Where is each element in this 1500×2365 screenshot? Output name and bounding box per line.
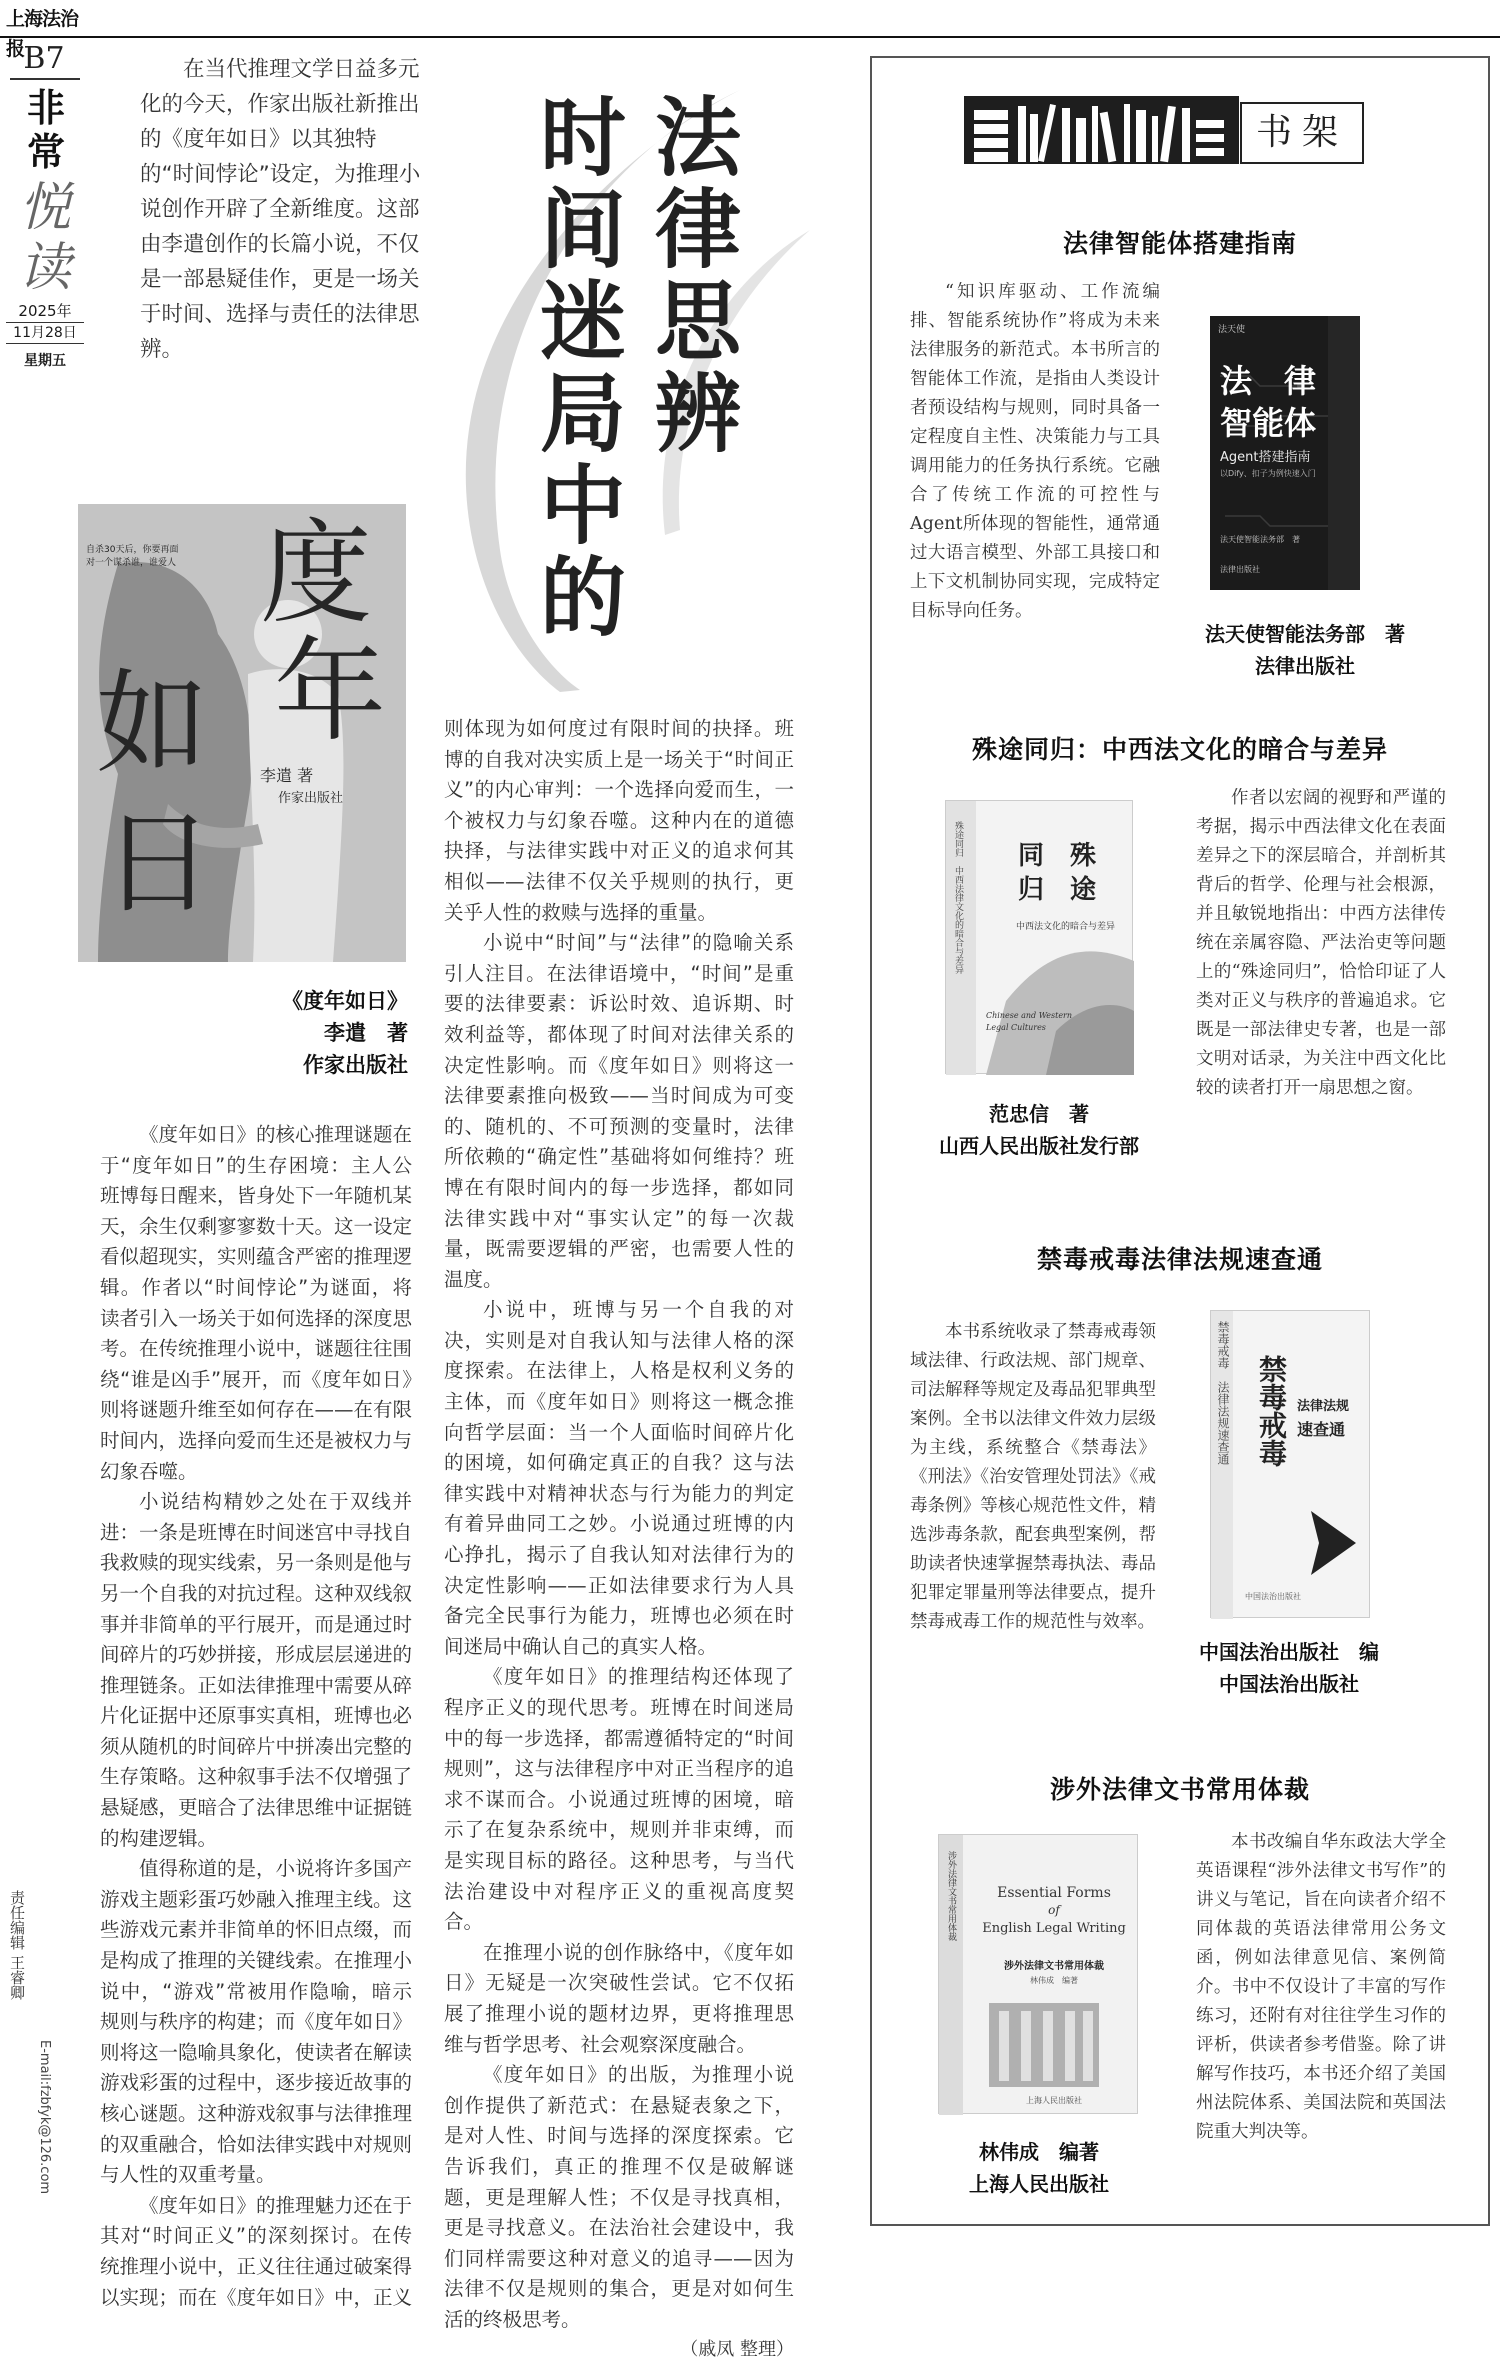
cover-4-publisher: 上海人民出版社 [1026, 2096, 1082, 2105]
cover-2-title-2: 归 途 [1018, 875, 1097, 905]
book-4-title: 涉外法律文书常用体裁 [1049, 1775, 1310, 1804]
cover-title-char-2: 年 [274, 627, 386, 757]
cover-publisher-mark: 作家出版社 [278, 791, 344, 806]
article-paragraph: 小说中，班博与另一个自我的对决，实则是对自我认知与法律人格的深度探索。在法律上，人格是权利义务的主体，而《度年如日》则将这一概念推向哲学层面：当一个人面临时间碎片化的困境，如何确定真正的自我？这与法律实践中对精神状态与行为能力的判定有着异曲同工之妙。小说通过班博的内心挣扎，揭示了自我认知对法律行为的决定性影响——正如法律要求行为人具备完全民事行为能力，班博也必须在时间迷局中确认自己的真实人格。 [444, 1298, 794, 1658]
page-number-rule [10, 78, 80, 80]
page-number: B7 [23, 41, 65, 76]
article-paragraph: 小说中“时间”与“法律”的隐喻关系引人注目。在法律语境中，“时间”是重要的法律要素：诉讼时效、追诉期、时效利益等，都体现了时间对法律关系的决定性影响。而《度年如日》则将这一法律要素推向极致——当时间成为可变的、随机的、不可预测的变量时，法律所依赖的“确定性”基础将如何维持？班博在有限时间内的每一步选择，都如同法律实践中对“事实认定”的每一次裁量，既需要逻辑的严密，也需要人性的温度。 [444, 931, 794, 1291]
top-rule [0, 36, 1500, 38]
decorative-swoosh [410, 80, 840, 700]
book-2-caption [914, 1098, 1164, 1162]
bookshelf-label: 书架 [1240, 102, 1364, 164]
cover-3-subtitle-2: 速查通 [1297, 1420, 1346, 1439]
book-4-caption [914, 2136, 1164, 2200]
cover-4-en-line-3: English Legal Writing [982, 1921, 1126, 1936]
cover-2-en-line-1: Chinese and Western [986, 1011, 1073, 1020]
column-name-1: 非常 [26, 86, 65, 174]
cover-3-publisher: 中国法治出版社 [1245, 1592, 1301, 1601]
book-3-publisher: 中国法治出版社 [1219, 1672, 1359, 1696]
headline-line-1: 法律思辨 [640, 92, 740, 460]
article-paragraph: 小说结构精妙之处在于双线并进：一条是班博在时间迷宫中寻找自我救赎的现实线索，另一条则是他与另一个自我的对抗过程。这种双线叙事并非简单的平行展开，而是通过时间碎片的巧妙拼接，形成层层递进的推理链条。正如法律推理中需要从碎片化证据中还原事实真相，班博也必须从随机的时间碎片中拼凑出完整的生存策略。这种叙事手法不仅增强了悬疑感，更暗合了法律思维中证据链的构建逻辑。 [100, 1490, 413, 1850]
cover-3-subtitle-1: 法律法规 [1297, 1399, 1350, 1414]
editor-credit: 责任编辑 王睿卿 [8, 1890, 26, 2000]
cover-4-cn-title: 涉外法律文书常用体裁 [1004, 1961, 1104, 1972]
book-4-publisher: 上海人民出版社 [969, 2172, 1109, 2196]
article-paragraph: 值得称道的是，小说将许多国产游戏主题彩蛋巧妙融入推理主线。这些游戏元素并非简单的怀旧点缀，而是构成了推理的关键线索。在推理小说中，“游戏”常被用作隐喻，暗示规则与秩序的构建；而《度年如日》则将这一隐喻具象化，使读者在解读游戏彩蛋的过程中，逐步接近故事的核心谜题。这种游戏叙事与法律推理的双重融合，恰如法律实践中对规则与人性的双重考量。 [100, 1857, 413, 2187]
cover-1-subtitle: Agent搭建指南 [1220, 450, 1311, 465]
cover-4-en-line-1: Essential Forms [997, 1885, 1111, 1901]
editor-email: E-mail:fzbfyk@126.com [37, 2040, 52, 2195]
book-1-publisher: 法律出版社 [1255, 654, 1355, 678]
book-4-description: 本书改编自华东政法大学全英语课程“涉外法律文书写作”的讲义与笔记，旨在向读者介绍不同体裁的英语法律常用公务文函，例如法律意见信、案例简介。书中不仅设计了丰富的写作练习，还附有对往往学生习作的评析，供读者参考借鉴。除了讲解写作技巧，本书还介绍了美国州法院体系、美国法院和英国法院重大判决等。 [1196, 1832, 1446, 2142]
book-2-title: 殊途同归：中西法文化的暗合与差异 [971, 735, 1388, 764]
cover-3-spine: 禁毒戒毒 法律法规速查通 [1216, 1321, 1230, 1465]
article-paragraph: 则体现为如何度过有限时间的抉择。班博的自我对决实质上是一场关于“时间正义”的内心审判：一个选择向爱而生，一个被权力与幻象吞噬。这种内在的道德抉择，与法律实践中对正义的追求何其相似——法律不仅关乎规则的执行，更关乎人性的救赎与选择的重量。 [444, 717, 794, 924]
cover-2-subtitle: 中西法文化的暗合与差异 [1016, 922, 1116, 932]
article-paragraph: 《度年如日》的推理魅力还在于其对“时间正义”的深刻探讨。在传统推理小说中，正义往往通过破案得以实现；而在《度年如日》中，正义 [100, 2193, 413, 2309]
book-1-cover [1210, 316, 1360, 590]
book-1-title: 法律智能体搭建指南 [1062, 229, 1297, 258]
cover-title-char-4: 日 [102, 799, 214, 929]
column-name-2: 悦读 [18, 178, 71, 298]
cover-1-top: 法天使 [1218, 325, 1246, 335]
book-1-author: 法天使智能法务部 著 [1205, 622, 1405, 646]
cover-title-char-1: 度 [260, 509, 372, 639]
masthead-logo: 上海法治报 [6, 8, 79, 60]
cover-1-author: 法天使智能法务部 著 [1220, 535, 1300, 544]
headline-line-2: 时间迷局中的 [525, 92, 625, 644]
cover-3-title: 禁毒戒毒 [1255, 1355, 1288, 1467]
cover-1-publisher: 法律出版社 [1220, 565, 1260, 574]
article-credit: （戚凤 整理） [680, 2339, 794, 2361]
article-intro: 在当代推理文学日益多元化的今天，作家出版社新推出的《度年如日》以其独特的“时间悖论”设定，为推理小说创作开辟了全新维度。这部由李遣创作的长篇小说，不仅是一部悬疑佳作，更是一场关于时间、选择与责任的法律思辨。 [140, 57, 421, 362]
main-book-caption [200, 985, 408, 1081]
cover-title-char-3: 如 [96, 659, 208, 789]
article-column-middle [444, 714, 794, 2365]
cover-4-en-line-2: of [1048, 1903, 1060, 1917]
cover-3-arrow-mark [1211, 1311, 1371, 1619]
book-3-title: 禁毒戒毒法律法规速查通 [1036, 1245, 1323, 1274]
book-2-description: 作者以宏阔的视野和严谨的考据，揭示中西法律文化在表面差异之下的深层暗合，并剖析其背后的哲学、伦理与社会根源，并且敏锐地指出：中西方法律传统在亲属容隐、严法治吏等问题上的“殊途同归”，恰恰印证了人类对正义与秩序的普遍追求。它既是一部法律史专著，也是一部文明对话录，为关注中西文化比较的读者打开一扇思想之窗。 [1196, 788, 1446, 1098]
date-weekday: 星期五 [24, 353, 66, 369]
book-2-publisher: 山西人民出版社发行部 [939, 1134, 1139, 1158]
caption-title: 《度年如日》 [282, 989, 408, 1013]
date-year: 2025年 [18, 302, 72, 320]
book-3-caption [1164, 1636, 1414, 1700]
article-column-left [100, 1120, 412, 2313]
book-1-description: “知识库驱动、工作流编排、智能系统协作”将成为未来法律服务的新范式。本书所言的智能体工作流，是指由人类设计者预设结构与规则，同时具备一定程度自主性、决策能力与工具调用能力的任务执行系统。它融合了传统工作流的可控性与Agent所体现的智能性，通常通过大语言模型、外部工具接口和上下文机制协同实现，完成特定目标导向任务。 [910, 282, 1160, 621]
cover-4-author: 林伟成 编著 [1030, 1976, 1078, 1985]
article-paragraph: 《度年如日》的出版，为推理小说创作提供了新范式：在悬疑表象之下，是对人性、时间与选择的深度探索。它告诉我们，真正的推理不仅是破解谜题，更是理解人性；不仅是寻找真相，更是寻找意义。在法治社会建设中，我们同样需要这种对意义的追寻——因为法律不仅是规则的集合，更是对如何生活的终极思考。 [444, 2063, 794, 2331]
book-4-cover [938, 1834, 1138, 2114]
caption-author: 李遣 著 [324, 1021, 408, 1045]
article-paragraph: 在推理小说的创作脉络中，《度年如日》无疑是一次突破性尝试。它不仅拓展了推理小说的题材边界，更将推理思维与哲学思考、社会观察深度融合。 [444, 1940, 794, 2056]
cover-1-subtitle-2: 以Dify、扣子为例快速入门 [1220, 469, 1316, 478]
cover-tagline: 自杀30天后，你要再面对一个谋杀谁，谁爱人 [86, 545, 179, 568]
cover-1-title-line-1: 法 律 [1220, 362, 1317, 400]
main-book-cover [78, 504, 406, 962]
cover-1-title-line-2: 智能体 [1220, 404, 1317, 442]
cover-2-title-1: 同 殊 [1018, 841, 1097, 871]
cover-4-spine: 涉外法律文书常用体裁 [946, 1851, 956, 1941]
book-3-author: 中国法治出版社 编 [1199, 1640, 1379, 1664]
book-3-description: 本书系统收录了禁毒戒毒领域法律、行政法规、部门规章、司法解释等规定及毒品犯罪典型案例。全书以法律文件效力层级为主线，系统整合《禁毒法》《刑法》《治安管理处罚法》《戒毒条例》等核心规范性文件，精选涉毒条款，配套典型案例，帮助读者快速掌握禁毒执法、毒品犯罪定罪量刑等法律要点，提升禁毒戒毒工作的规范性与效率。 [910, 1322, 1156, 1632]
book-4-author: 林伟成 编著 [979, 2140, 1099, 2164]
cover-2-en-line-2: Legal Cultures [986, 1023, 1046, 1032]
book-2-cover [945, 800, 1133, 1074]
caption-publisher: 作家出版社 [303, 1053, 408, 1077]
book-1-caption [1180, 618, 1430, 682]
book-2-author: 范忠信 著 [989, 1102, 1089, 1126]
cover-author-mark: 李遣 著 [260, 766, 314, 785]
article-paragraph: 《度年如日》的核心推理谜题在于“度年如日”的生存困境：主人公班博每日醒来，皆身处下一年随机某天，余生仅剩寥寥数十天。这一设定看似超现实，实则蕴含严密的推理逻辑。作者以“时间悖论”为谜面，将读者引入一场关于如何选择的深度思考。在传统推理小说中，谜题往往围绕“谁是凶手”展开，而《度年如日》则将谜题升维至如何存在——在有限时间内，选择向爱而生还是被权力与幻象吞噬。 [100, 1123, 413, 1483]
book-3-cover [1210, 1310, 1370, 1618]
article-paragraph: 《度年如日》的推理结构还体现了程序正义的现代思考。班博在时间迷局中的每一步选择，都需遵循特定的“时间规则”，这与法律程序中对正当程序的追求不谋而合。小说通过班博的困境，暗示了在复杂系统中，规则并非束缚，而是实现目标的路径。这种思考，与当代法治建设中对程序正义的重视高度契合。 [444, 1665, 794, 1934]
cover-2-spine: 殊途同归 中西法律文化的暗合与差异 [953, 821, 963, 974]
date-day: 11月28日 [6, 322, 84, 344]
